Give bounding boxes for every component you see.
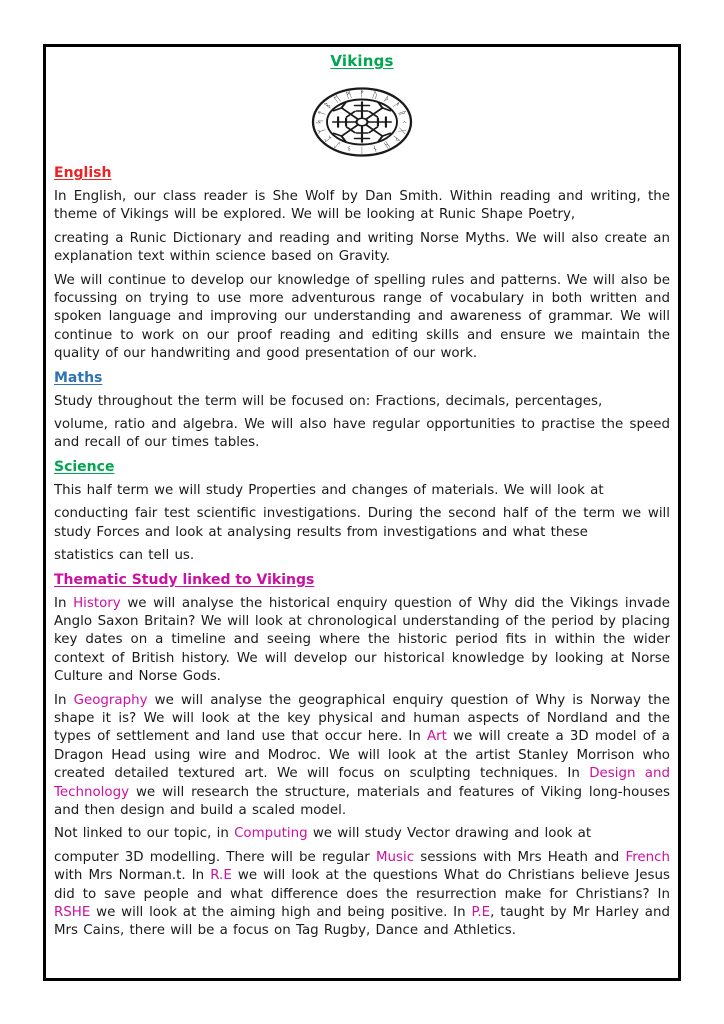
section-heading-maths — [54, 369, 670, 387]
subject-highlight: Music — [375, 849, 415, 865]
text-run: we will look at the questions What do Christians believe Jesus did to save people and what difference does the resurrection make for Christians? In — [54, 868, 670, 902]
subject-highlight: RSHE — [54, 905, 91, 920]
text-run: we will create a 3D model of a Dragon Head using wire and Modroc. We will look at the artist Stanley Morrison who created detailed textured art. We will focus on sculpting techniques. In — [54, 729, 670, 782]
text-run: Not linked to our topic, in — [54, 826, 235, 842]
paragraph — [54, 505, 670, 542]
vegvisir-compass-icon — [310, 86, 414, 158]
text-run: we will look at the aiming high and being positive. In — [90, 905, 472, 920]
section-heading-science — [54, 458, 670, 476]
svg-text:ᛉ: ᛉ — [317, 126, 329, 135]
page-title: Vikings — [330, 52, 394, 70]
text-run: with Mrs Norman.t. In — [54, 868, 211, 884]
section-heading-english — [54, 164, 670, 182]
section-heading-label: Thematic Study linked to Vikings — [54, 571, 315, 588]
svg-text:ᚢ: ᚢ — [370, 90, 379, 102]
svg-text:ᚺ: ᚺ — [381, 138, 392, 150]
subject-highlight: Geography — [73, 692, 148, 708]
subject-highlight: French — [625, 849, 670, 865]
svg-text:ᚾ: ᚾ — [370, 142, 379, 154]
svg-text:ᚲ: ᚲ — [398, 119, 409, 125]
vegvisir-symbol — [54, 86, 670, 158]
section-heading-thematic — [54, 571, 670, 589]
text-run: This half term we will study Properties and changes of materials. We will look at — [54, 482, 604, 498]
document-frame — [43, 44, 681, 981]
text-run: In English, our class reader is She Wolf by Dan Smith. Within reading and writing, the theme of Vikings will be explored. We will be looking at Runic Shape Poetry, — [54, 189, 670, 223]
title-row — [54, 51, 670, 70]
text-run: we will study Vector drawing and look at — [307, 826, 592, 842]
paragraph — [54, 416, 670, 453]
section-heading-label: English — [54, 165, 112, 181]
subject-highlight: History — [73, 595, 121, 611]
text-run: conducting fair test scientific investigations. During the second half of the term we will study Forces and look at analysing results from investigations and what these — [54, 506, 670, 540]
subject-highlight: Computing — [234, 826, 308, 842]
svg-text:ᛈ: ᛈ — [322, 133, 334, 144]
paragraph — [54, 825, 670, 843]
text-run: we will analyse the geographical enquiry question of Why is Norway the shape it is? We will look at the key physical and human aspects of Nordland and the types of settlement and land use that occur here. In — [54, 692, 670, 745]
paragraph — [54, 393, 670, 411]
paragraph — [54, 849, 670, 941]
text-run: computer 3D modelling. There will be regular — [54, 849, 376, 865]
text-run: we will research the structure, materials and features of Viking long-houses and then design and build a scaled model. — [54, 784, 670, 818]
subject-highlight: Art — [427, 729, 447, 745]
text-run: In — [54, 595, 74, 611]
text-run: creating a Runic Dictionary and reading and writing Norse Myths. We will also create an explanation text within science based on Gravity. — [54, 230, 670, 265]
svg-text:ᚦ: ᚦ — [381, 94, 392, 106]
subject-highlight: R.E — [210, 868, 232, 884]
paragraph — [54, 188, 670, 225]
svg-text:ᛁ: ᛁ — [359, 144, 365, 155]
paragraph — [54, 482, 670, 500]
svg-text:ᚷ: ᚷ — [395, 126, 407, 135]
svg-text:ᚨ: ᚨ — [390, 100, 402, 111]
paragraph — [54, 547, 670, 565]
paragraph — [54, 692, 670, 821]
paragraph — [54, 595, 670, 687]
text-run: volume, ratio and algebra. We will also have regular opportunities to practise the speed and recall of our times tables. — [54, 417, 670, 451]
subject-highlight: Design and Technology — [54, 766, 670, 800]
svg-text:ᚹ: ᚹ — [390, 133, 402, 144]
svg-text:ᛃ: ᛃ — [345, 142, 354, 154]
text-run: we will analyse the historical enquiry question of Why did the Vikings invade Anglo Saxon Britain? We will look at chronological understanding of the period by placing key dates on a timeline and seeing where the historic period fits in within the wider context of British history. We will develop our historical knowledge by looking at Norse Culture and Norse Gods. — [54, 595, 670, 685]
paragraph — [54, 230, 670, 267]
text-run: statistics can tell us. — [54, 548, 195, 564]
svg-text:ᛖ: ᛖ — [332, 94, 343, 106]
section-heading-label: Science — [54, 458, 115, 475]
svg-text:ᛏ: ᛏ — [317, 109, 329, 118]
svg-text:ᛒ: ᛒ — [322, 100, 334, 111]
svg-text:ᛋ: ᛋ — [315, 119, 326, 125]
text-run: , taught by Mr Harley and Mrs Cains, there will be a focus on Tag Rugby, Dance and Athletics. — [54, 905, 670, 939]
text-run: We will continue to develop our knowledge of spelling rules and patterns. We will also be focussing on trying to use more adventurous range of vocabulary in both written and spoken language and improving our understanding and awareness of grammar. We will continue to work on our proof reading and editing skills and ensure we maintain the quality of our handwriting and good presentation of our work. — [54, 272, 670, 362]
svg-text:ᚠ: ᚠ — [359, 89, 365, 100]
text-run: Study throughout the term will be focused on: Fractions, decimals, percentages, — [54, 393, 603, 409]
svg-text:ᚱ: ᚱ — [395, 109, 407, 118]
subject-highlight: P.E — [471, 905, 491, 920]
svg-text:ᛇ: ᛇ — [332, 138, 343, 150]
text-run: In — [54, 692, 74, 708]
svg-text:ᛗ: ᛗ — [345, 90, 354, 102]
section-heading-label: Maths — [54, 369, 103, 386]
text-run: sessions with Mrs Heath and — [414, 849, 626, 865]
document-body — [54, 164, 670, 941]
paragraph — [54, 272, 670, 364]
